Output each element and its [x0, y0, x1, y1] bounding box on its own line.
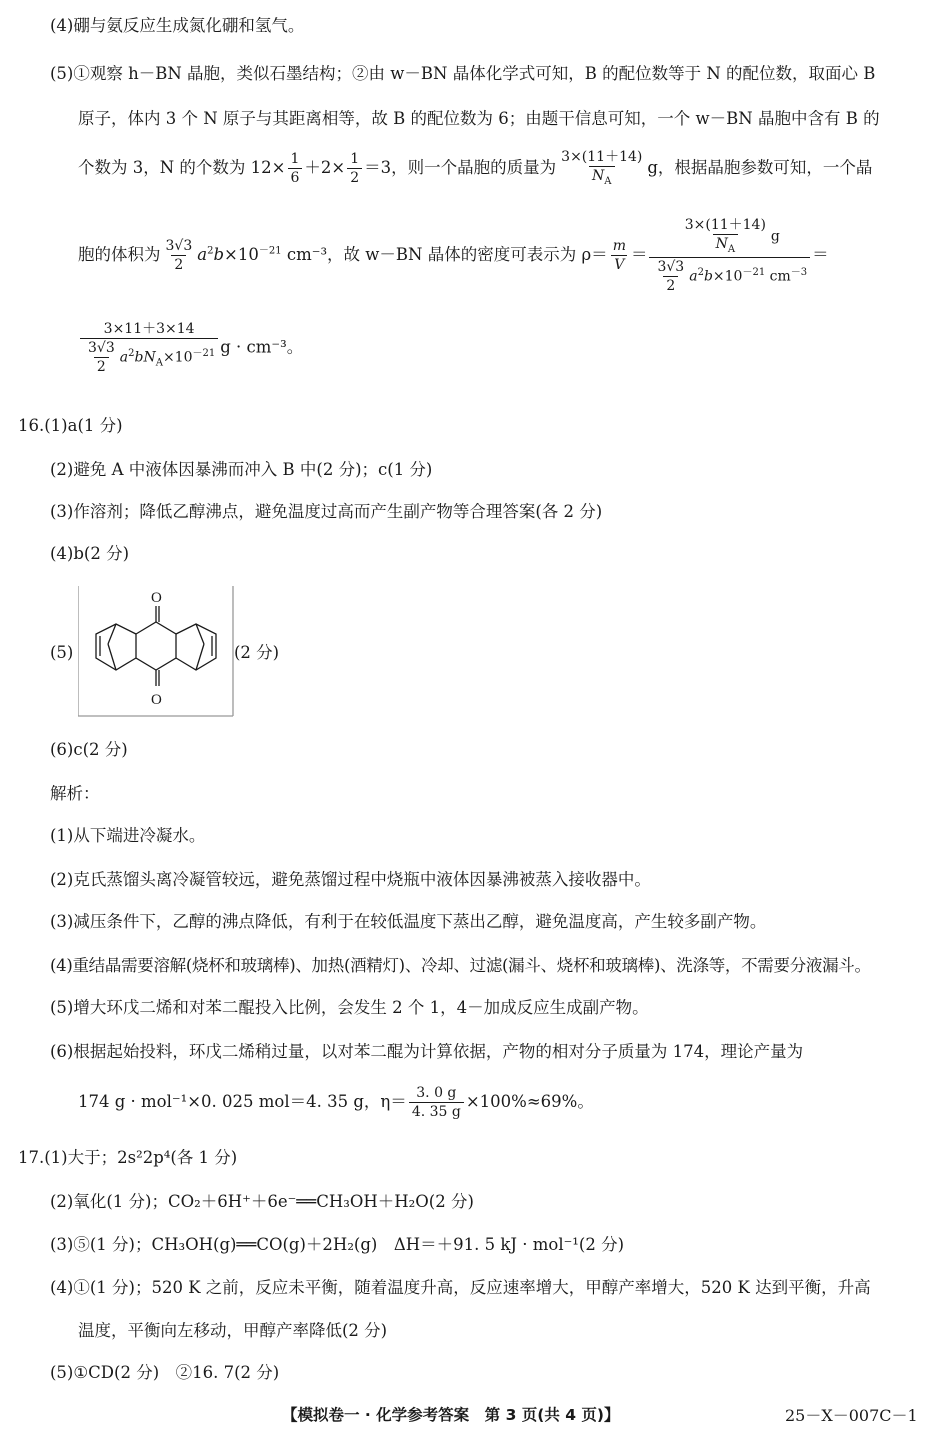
yield-fraction-numerator: 3. 0 g: [416, 1085, 457, 1101]
fraction-final-density: 3×11＋3×14 $\frac{3√3}{2}$ $a^2bN_A\times 10^{-21}$: [80, 322, 218, 374]
q15-l3-text-c: g，根据晶胞参数可知，一个晶: [647, 157, 873, 177]
fraction-cell-mass: $\frac{3\times(11+14)}{N_A}$: [561, 149, 643, 187]
q15-part5-line4: 胞的体积为 $\frac{3√3}{2}$ $a^2b\times 10^{-21}$ cm⁻³，故 w－BN 晶体的密度可表示为 ρ＝ $\frac{m}{V}$ ＝ $\frac{3\times(11+14)}{N_A}$ g $\frac{3√3}{2}$ $a^2b\times 10^{-21}$ $cm^{-3}$ ＝: [78, 217, 829, 294]
svg-text:O: O: [151, 590, 162, 606]
q15-l3-text-b: ，则一个晶胞的质量为: [391, 157, 557, 177]
q16-answer-4: (4)b(2 分): [50, 544, 130, 563]
q15-l4-text-b: cm⁻³，故 w－BN 晶体的密度可表示为 ρ＝: [286, 244, 608, 264]
yield-formula-text-a: 174 g · mol⁻¹×0. 025 mol＝4. 35 g，η＝: [78, 1092, 407, 1111]
q15-part5-line2: 原子，体内 3 个 N 原子与其距离相等，故 B 的配位数为 6；由题干信息可知，一个 w－BN 晶胞中含有 B 的: [78, 109, 880, 128]
q15-part5-line5: [78, 322, 303, 374]
fraction-one-half: $\frac{1}{2}$: [347, 152, 362, 185]
q17-answer-3: (3)⑤(1 分)；CH₃OH(g)══CO(g)＋2H₂(g) ΔH＝＋91. 5 kJ · mol⁻¹(2 分): [50, 1235, 625, 1254]
q15-part4: (4)硼与氨反应生成氮化硼和氢气。: [50, 16, 305, 35]
svg-text:O: O: [151, 692, 162, 708]
q16-explanation-3: (3)减压条件下，乙醇的沸点降低，有利于在较低温度下蒸出乙醇，避免温度高，产生较多副产物。: [50, 912, 767, 931]
q15-part5-line3: 个数为 3，N 的个数为 12× $\frac{1}{6}$ ＋2× $\frac{1}{2}$ ＝3，则一个晶胞的质量为 $\frac{3\times(11+14)}{N_A}$ g，根据晶胞参数可知，一个晶: [78, 149, 873, 187]
q16-answer-5-prefix: (5): [50, 643, 74, 662]
q16-explanation-1: (1)从下端进冷凝水。: [50, 826, 206, 845]
fraction-density-expression: $\frac{3\times(11+14)}{N_A}$ g $\frac{3√3}{2}$ $a^2b\times 10^{-21}$ $cm^{-3}$: [649, 218, 810, 293]
q15-part5-line1: (5)①观察 h－BN 晶胞，类似石墨结构；②由 w－BN 晶体化学式可知，B 的配位数等于 N 的配位数，取面心 B: [50, 64, 876, 83]
q15-l3-text-a: 个数为 3，N 的个数为 12×: [78, 157, 286, 177]
yield-fraction-denominator: 4. 35 g: [409, 1102, 464, 1119]
q16-explanation-6: (6)根据起始投料，环戊二烯稍过量，以对苯二醌为计算依据，产物的相对分子质量为 174，理论产量为: [50, 1042, 804, 1061]
q16-analysis-heading: 解析：: [50, 784, 100, 803]
q17-answer-1: 17.(1)大于；2s²2p⁴(各 1 分): [18, 1148, 238, 1167]
q15-l5-unit: g · cm⁻³。: [220, 337, 304, 357]
q17-answer-2: (2)氧化(1 分)；CO₂＋6H⁺＋6e⁻══CH₃OH＋H₂O(2 分): [50, 1192, 474, 1211]
footer-code: 25－X－007C－1: [785, 1406, 918, 1425]
quinone-adduct-structure-diagram: [78, 586, 238, 720]
q16-explanation-5: (5)增大环戊二烯和对苯二醌投入比例，会发生 2 个 1，4－加成反应生成副产物。: [50, 998, 649, 1017]
q16-explanation-6-formula: [78, 1086, 594, 1119]
yield-formula-text-b: ×100%≈69%。: [465, 1092, 594, 1111]
q16-answer-6: (6)c(2 分): [50, 740, 128, 759]
fraction-3root3-over-2: $\frac{3√3}{2}$: [165, 237, 193, 273]
q17-answer-4-line2: 温度，平衡向左移动，甲醇产率降低(2 分): [78, 1321, 388, 1340]
fraction-m-over-v: $\frac{m}{V}$: [612, 237, 626, 273]
q16-answer-2: (2)避免 A 中液体因暴沸而冲入 B 中(2 分)；c(1 分): [50, 460, 433, 479]
yield-fraction: [409, 1086, 464, 1119]
q17-answer-4-line1: (4)①(1 分)；520 K 之前，反应未平衡，随着温度升高，反应速率增大，甲醇产率增大，520 K 达到平衡，升高: [50, 1278, 871, 1297]
q16-answer-5-suffix: (2 分): [234, 643, 280, 662]
q16-answer-3: (3)作溶剂；降低乙醇沸点，避免温度过高而产生副产物等合理答案(各 2 分): [50, 502, 603, 521]
fraction-one-sixth: $\frac{1}{6}$: [288, 152, 303, 185]
footer-title: 【模拟卷一 · 化学参考答案 第 3 页(共 4 页)】: [282, 1406, 620, 1424]
q17-answer-5: (5)①CD(2 分) ②16. 7(2 分): [50, 1363, 280, 1382]
q16-answer-1: 16.(1)a(1 分): [18, 416, 123, 435]
q16-explanation-4: (4)重结晶需要溶解(烧杯和玻璃棒)、加热(酒精灯)、冷却、过滤(漏斗、烧杯和玻璃棒)、洗涤等，不需要分液漏斗。: [50, 956, 871, 975]
q15-l4-text-a: 胞的体积为: [78, 244, 161, 264]
q16-explanation-2: (2)克氏蒸馏头离冷凝管较远，避免蒸馏过程中烧瓶中液体因暴沸被蒸入接收器中。: [50, 870, 651, 889]
